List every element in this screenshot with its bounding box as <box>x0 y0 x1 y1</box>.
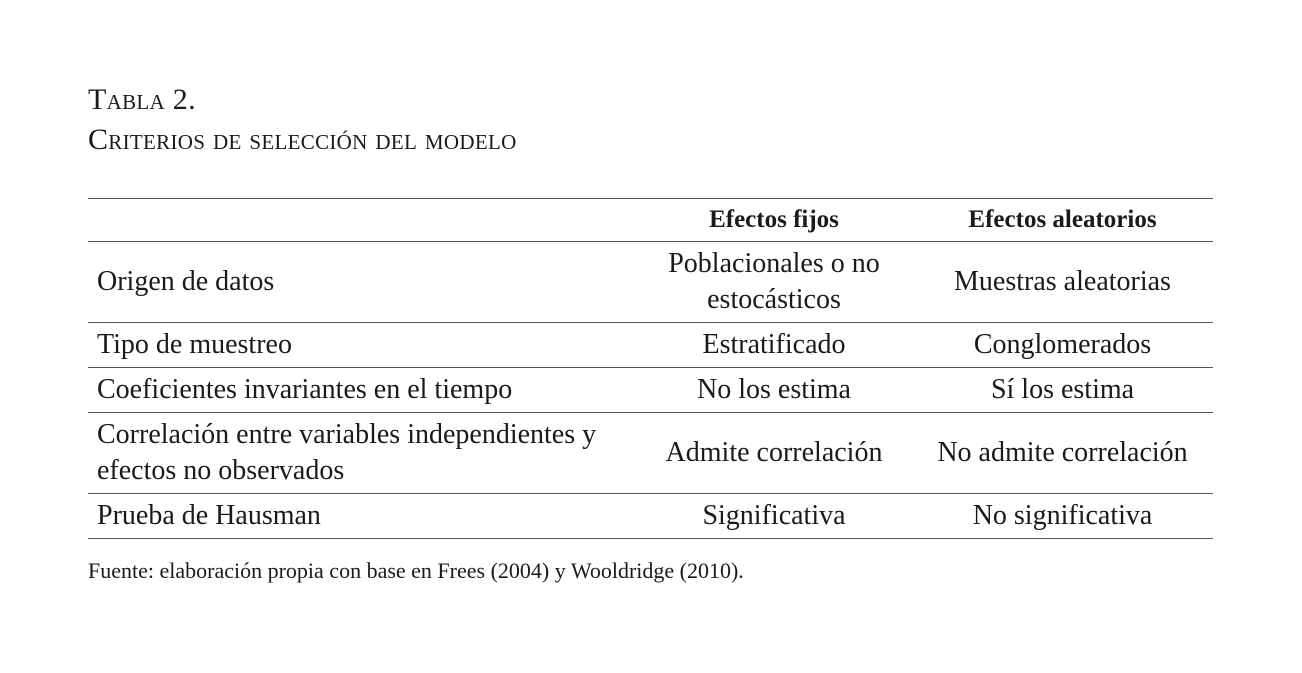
table-title: Criterios de selección del modelo <box>88 123 517 156</box>
row-random-value: Sí los estima <box>990 374 1135 405</box>
row-random-value: No significativa <box>972 500 1153 531</box>
row-criterion: Prueba de Hausman <box>97 500 321 531</box>
row-criterion: Correlación entre variables independientes y efectos no observados <box>97 419 597 486</box>
criteria-table <box>88 198 1213 539</box>
row-criterion: Tipo de muestreo <box>97 329 292 360</box>
table-row <box>88 494 1213 539</box>
row-random-value: Muestras aleatorias <box>954 266 1171 297</box>
table-row <box>88 323 1213 368</box>
row-fixed-value: Admite correlación <box>665 437 883 468</box>
row-fixed-value: Significativa <box>702 500 846 531</box>
row-random-value: No admite correlación <box>937 437 1188 468</box>
table-label: Tabla 2. <box>88 83 196 116</box>
table-row <box>88 242 1213 323</box>
document-page <box>88 80 1213 585</box>
table-source-note: Fuente: elaboración propia con base en Frees (2004) y Wooldridge (2010). <box>88 558 744 583</box>
row-fixed-value: No los estima <box>697 374 851 405</box>
table-row <box>88 368 1213 413</box>
header-random-effects: Efectos aleatorios <box>968 206 1157 233</box>
row-fixed-value: Poblacionales o no estocásticos <box>668 248 880 315</box>
row-random-value: Conglomerados <box>973 329 1152 360</box>
header-criterion <box>88 199 636 242</box>
table-row <box>88 413 1213 494</box>
table-caption <box>88 80 1213 160</box>
header-fixed-effects: Efectos fijos <box>709 206 839 233</box>
row-criterion: Origen de datos <box>97 266 275 297</box>
row-fixed-value: Estratificado <box>702 329 846 360</box>
table-header-row <box>88 199 1213 242</box>
row-criterion: Coeficientes invariantes en el tiempo <box>97 374 513 405</box>
